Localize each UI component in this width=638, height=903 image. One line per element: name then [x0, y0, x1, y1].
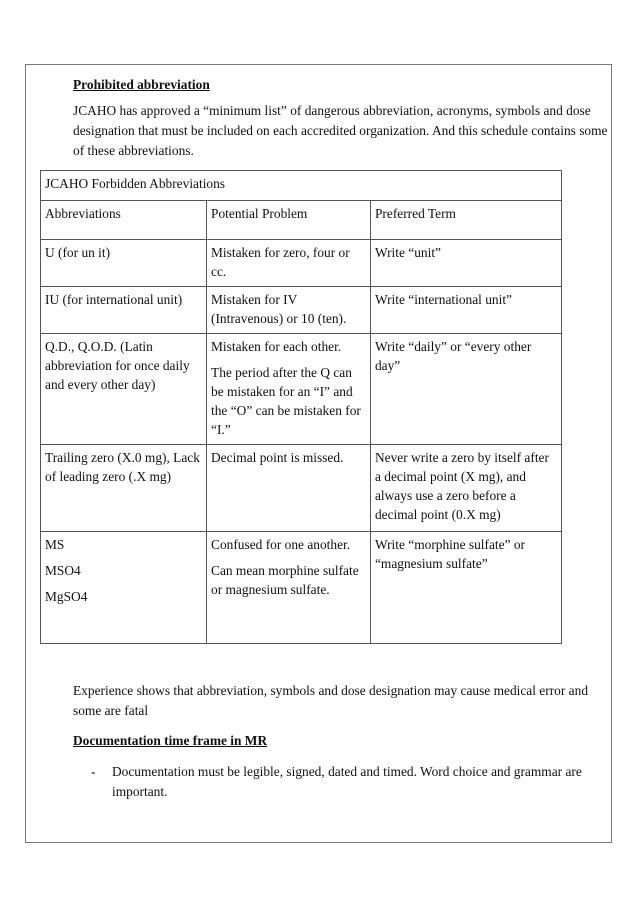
- table-title-row: [41, 171, 562, 201]
- table-row: [41, 287, 562, 334]
- table-header-row: [41, 201, 562, 240]
- cell-abbreviation: MS MSO4 MgSO4: [41, 532, 207, 644]
- abbreviations-table: [40, 170, 562, 644]
- section-heading-prohibited: Prohibited abbreviation: [73, 77, 210, 92]
- table-row: [41, 445, 562, 532]
- list-item: [91, 762, 616, 802]
- cell-problem: Mistaken for IV (Intravenous) or 10 (ten).: [207, 287, 371, 334]
- cell-problem: Mistaken for each other. The period after the Q can be mistaken for an “I” and the “O” can be mistaken for “I.”: [207, 334, 371, 445]
- header-abbreviations: Abbreviations: [41, 201, 207, 240]
- cell-abbreviation: Q.D., Q.O.D. (Latin abbreviation for once daily and every other day): [41, 334, 207, 445]
- experience-paragraph: Experience shows that abbreviation, symbols and dose designation may cause medical error and some are fatal: [73, 683, 589, 718]
- table-title: JCAHO Forbidden Abbreviations: [41, 171, 562, 201]
- cell-problem: Mistaken for zero, four or cc.: [207, 240, 371, 287]
- cell-abbreviation: Trailing zero (X.0 mg), Lack of leading zero (.X mg): [41, 445, 207, 532]
- table-row: [41, 240, 562, 287]
- cell-abbreviation: U (for un it): [41, 240, 207, 287]
- cell-abbreviation: IU (for international unit): [41, 287, 207, 334]
- table-row: [41, 334, 562, 445]
- bullet-text: Documentation must be legible, signed, dated and timed. Word choice and grammar are important.: [112, 764, 582, 799]
- table-row: [41, 532, 562, 644]
- cell-preferred: Write “daily” or “every other day”: [370, 334, 561, 445]
- header-potential-problem: Potential Problem: [207, 201, 371, 240]
- cell-preferred: Write “international unit”: [370, 287, 561, 334]
- cell-problem: Confused for one another. Can mean morphine sulfate or magnesium sulfate.: [207, 532, 371, 644]
- bullet-dash: -: [91, 764, 96, 779]
- cell-preferred: Write “unit”: [370, 240, 561, 287]
- header-preferred-term: Preferred Term: [370, 201, 561, 240]
- cell-problem: Decimal point is missed.: [207, 445, 371, 532]
- section-heading-documentation: Documentation time frame in MR: [73, 733, 268, 748]
- cell-preferred: Never write a zero by itself after a decimal point (X mg), and always use a zero before a decimal point (0.X mg): [370, 445, 561, 532]
- intro-paragraph: JCAHO has approved a “minimum list” of dangerous abbreviation, acronyms, symbols and dose designation that must be included on each accredited organization. And this schedule contains some of these abbreviations.: [73, 103, 608, 158]
- cell-preferred: Write “morphine sulfate” or “magnesium sulfate”: [370, 532, 561, 644]
